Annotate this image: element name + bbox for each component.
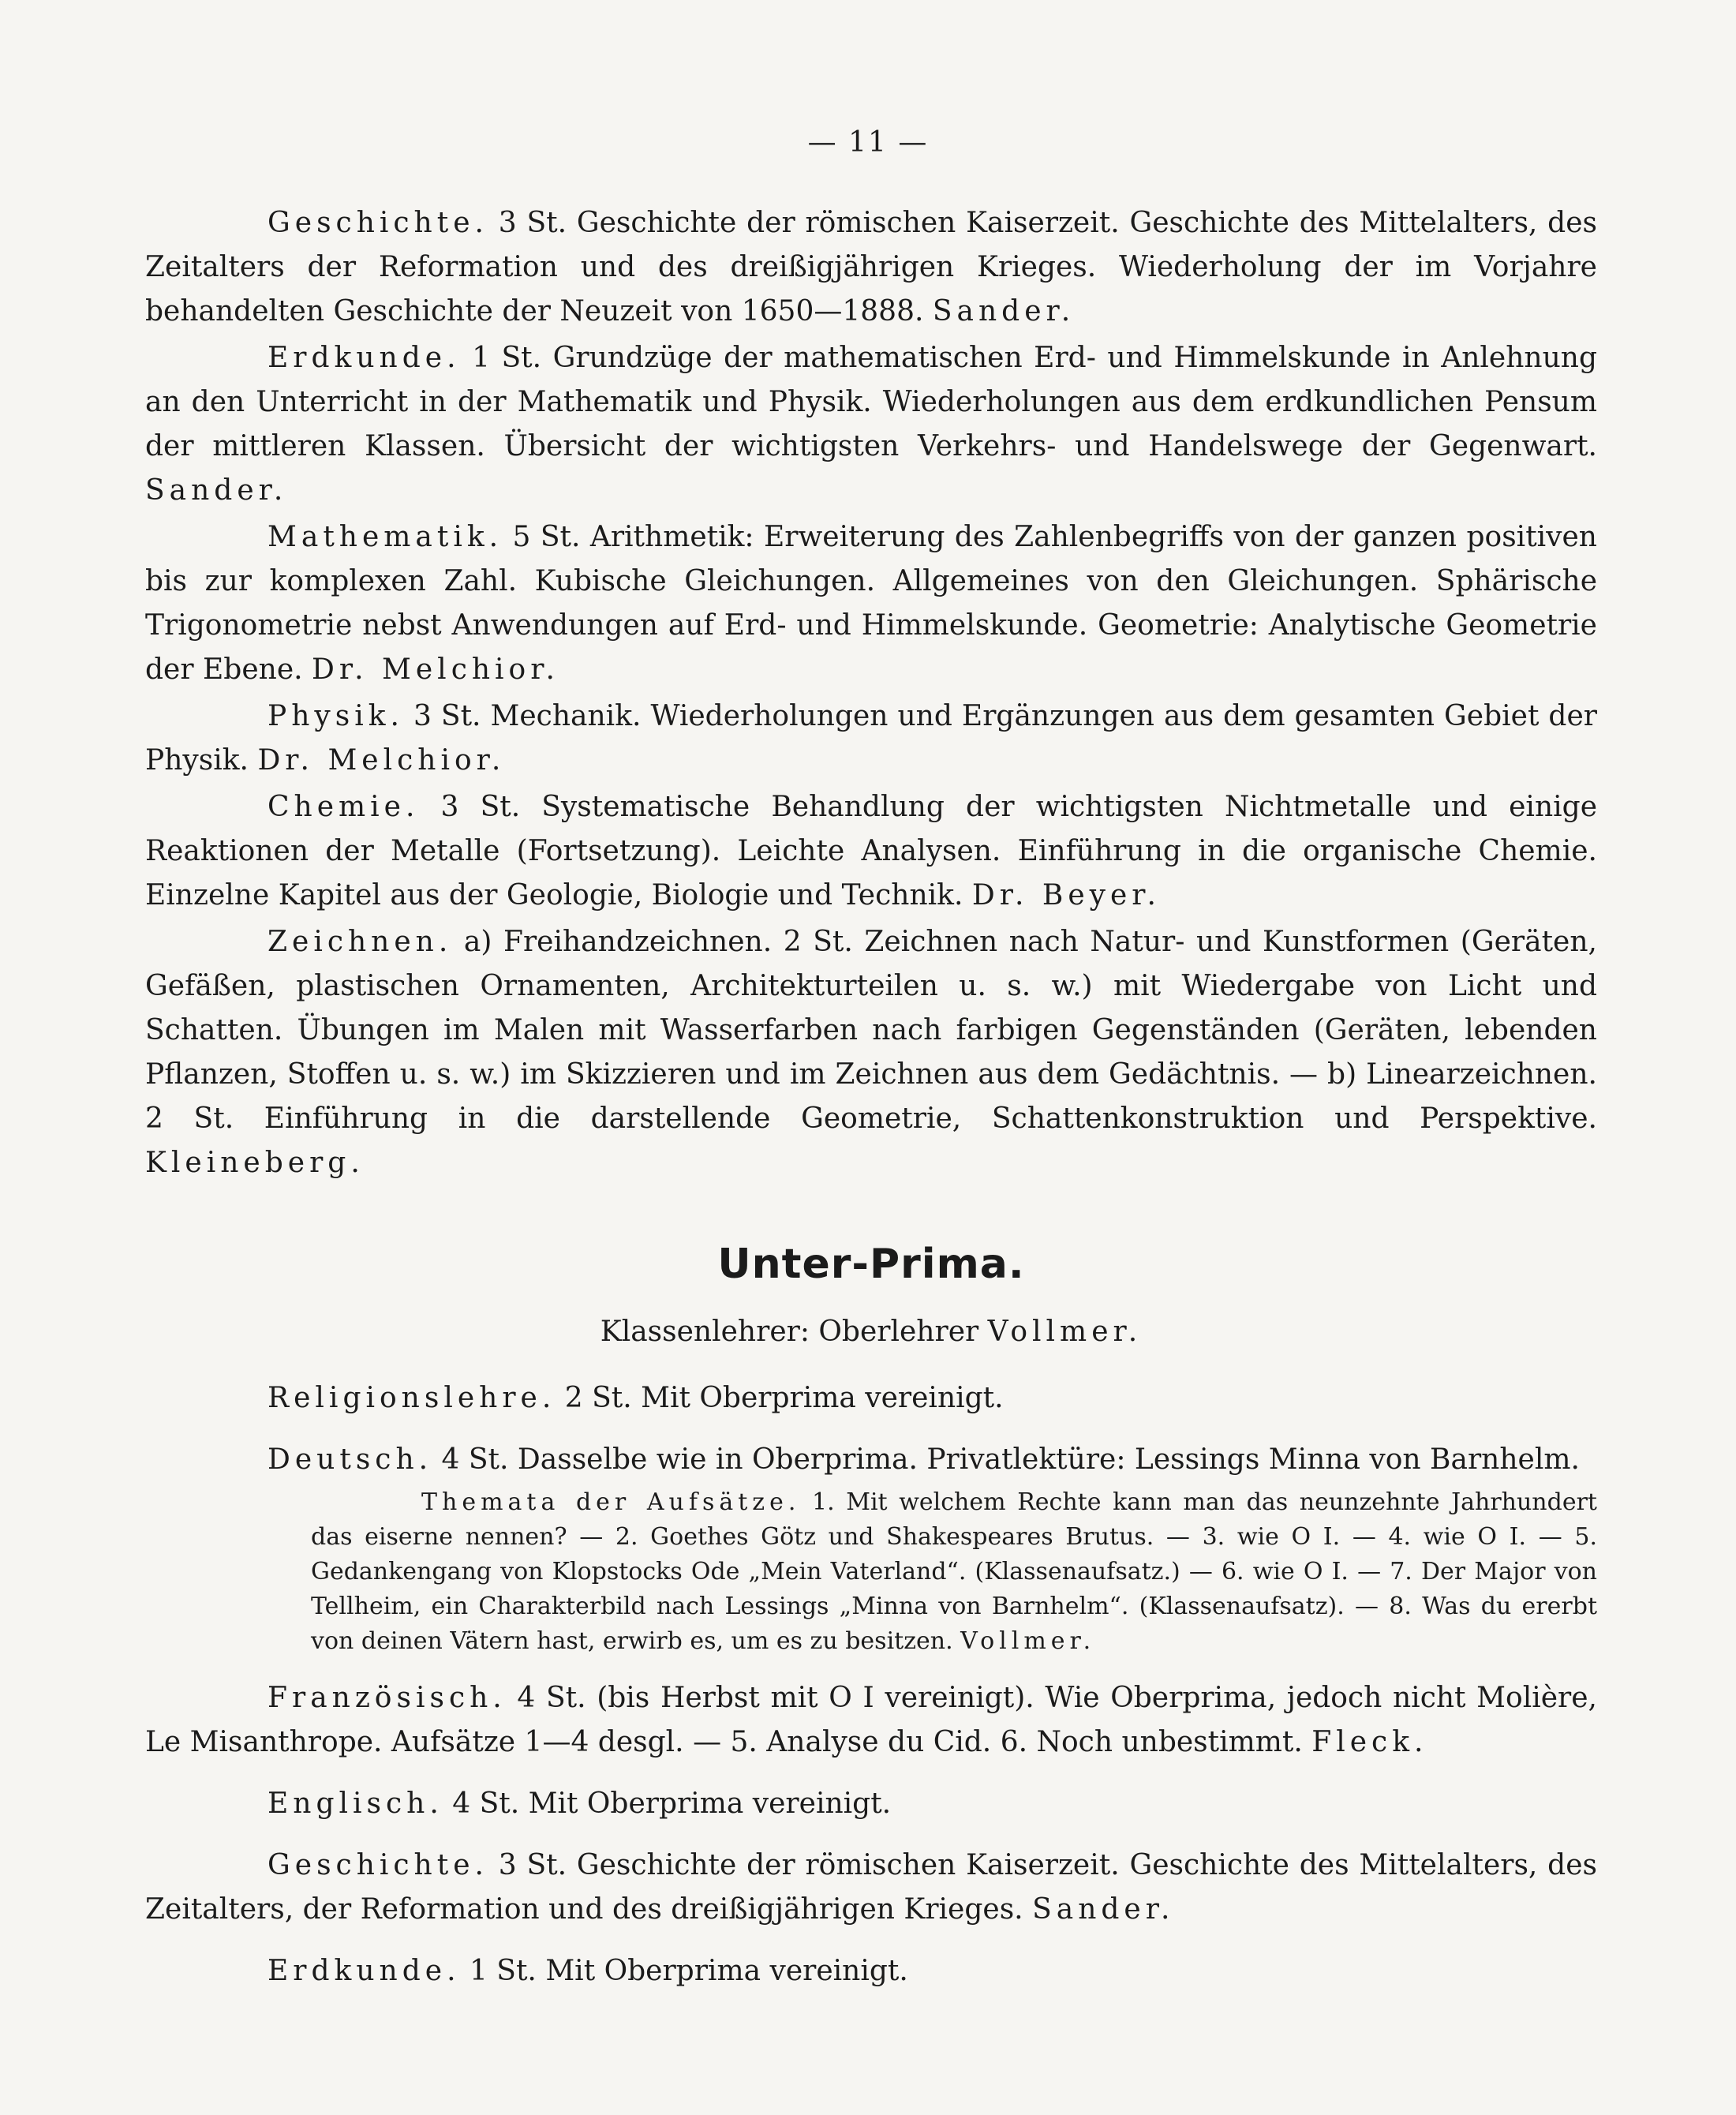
subject-paragraph [145, 1782, 1597, 1826]
subject-text: 3 St. Mechanik. Wiederholungen und Ergänzungen aus dem gesamten Gebiet der Physik. [145, 700, 1597, 777]
subject-name: Physik. [268, 700, 404, 732]
subject-paragraph [145, 694, 1597, 783]
subject-text: 4 St. (bis Herbst mit O I vereinigt). Wie Oberprima, jedoch nicht Molière, Le Misanthrope. Aufsätze 1—4 desgl. — 5. Analyse du Cid. 6. Noch unbestimmt. [145, 1682, 1597, 1758]
class-teacher-name: Vollmer. [987, 1316, 1143, 1348]
subject-text: 4 St. Mit Oberprima vereinigt. [443, 1787, 892, 1820]
subject-name: Französisch. [268, 1682, 507, 1714]
teacher-name: Dr. Melchior. [257, 744, 506, 777]
subject-paragraph [145, 515, 1597, 692]
subject-text: 2 St. Mit Oberprima vereinigt. [556, 1382, 1004, 1414]
teacher-name: Sander. [145, 474, 288, 507]
subject-text: 3 St. Geschichte der römischen Kaiserzeit. Geschichte des Mittelalters, des Zeitalters, der Reformation und des dreißigjährigen Krieges. [145, 1849, 1597, 1926]
themata-text: 1. Mit welchem Rechte kann man das neunzehnte Jahrhundert das eiserne nennen? — 2. Goethes Götz und Shakespeares Brutus. — 3. wie O I. — 4. wie O I. — 5. Gedankengang von Klopstocks Ode „Mein Vaterland“. (Klassenaufsatz.) — 6. wie O I. — 7. Der Major von Tellheim, ein Charakterbild nach Lessings „Minna von Barnhelm“. (Klassenaufsatz). — 8. Was du ererbt von deinen Vätern hast, erwirb es, um es zu besitzen. [311, 1488, 1597, 1655]
teacher-name: Dr. Melchior. [312, 653, 559, 686]
section-heading: Unter-Prima. [717, 1241, 1025, 1288]
subject-name: Mathematik. [268, 521, 503, 553]
subject-text: 1 St. Grundzüge der mathematischen Erd- und Himmelskunde in Anlehnung an den Unterricht in der Mathematik und Physik. Wiederholungen aus dem erdkundlichen Pensum der mittleren Klassen. Übersicht der wichtigsten Verkehrs- und Handelswege der Gegenwart. [145, 342, 1597, 462]
teacher-name: Sander. [932, 295, 1076, 328]
teacher-name: Kleineberg. [145, 1147, 365, 1179]
subject-name: Deutsch. [268, 1443, 433, 1476]
subject-text: 3 St. Systematische Behandlung der wichtigsten Nichtmetalle und einige Reaktionen der Metalle (Fortsetzung). Leichte Analysen. Einführung in die organische Chemie. Einzelne Kapitel aus der Geologie, Biologie und Technik. [145, 791, 1597, 912]
subject-text: 3 St. Geschichte der römischen Kaiserzeit. Geschichte des Mittelalters, des Zeitalters der Reformation und des dreißigjährigen Krieges. Wiederholung der im Vorjahre behandelten Geschichte der Neuzeit von 1650—1888. [145, 207, 1597, 328]
section-unter-prima-part1 [145, 1376, 1597, 1482]
subject-paragraph [145, 201, 1597, 334]
teacher-name: Fleck. [1311, 1726, 1428, 1758]
class-teacher-line [145, 1310, 1597, 1354]
subject-paragraph [145, 920, 1597, 1185]
class-teacher-label: Klassenlehrer: Oberlehrer [600, 1316, 988, 1348]
subject-name: Erdkunde. [268, 342, 461, 374]
subject-text: a) Freihandzeichnen. 2 St. Zeichnen nach Natur- und Kunstformen (Geräten, Gefäßen, plastischen Ornamenten, Architekturteilen u. s. w.) mit Wiedergabe von Licht und Schatten. Übungen im Malen mit Wasserfarben nach farbigen Gegenständen (Geräten, lebenden Pflanzen, Stoffen u. s. w.) im Skizzieren und im Zeichnen aus dem Gedächtnis. — b) Linearzeichnen. 2 St. Einführung in die darstellende Geometrie, Schattenkonstruktion und Perspektive. [145, 926, 1597, 1135]
subject-name: Geschichte. [268, 1849, 488, 1881]
subject-text: 5 St. Arithmetik: Erweiterung des Zahlenbegriffs von der ganzen positiven bis zur komplexen Zahl. Kubische Gleichungen. Allgemeines von den Gleichungen. Sphärische Trigonometrie nebst Anwendungen auf Erd- und Himmelskunde. Geometrie: Analytische Geometrie der Ebene. [145, 521, 1597, 686]
subject-paragraph [145, 1376, 1597, 1421]
subject-name: Religionslehre. [268, 1382, 556, 1414]
subject-name: Zeichnen. [268, 926, 453, 958]
subject-paragraph [145, 336, 1597, 513]
page-number: — 11 — [807, 126, 929, 159]
subject-paragraph [145, 1438, 1597, 1482]
subject-text: 4 St. Dasselbe wie in Oberprima. Privatlektüre: Lessings Minna von Barnhelm. [432, 1443, 1580, 1476]
subject-name: Erdkunde. [268, 1955, 461, 1987]
document-body [145, 201, 1597, 1996]
themata-block [311, 1485, 1597, 1659]
section-unter-prima-part2 [145, 1676, 1597, 1993]
teacher-name: Sander. [1032, 1893, 1175, 1926]
subject-name: Englisch. [268, 1787, 443, 1820]
subject-text: 1 St. Mit Oberprima vereinigt. [460, 1955, 908, 1987]
subject-name: Geschichte. [268, 207, 488, 239]
themata-teacher: Vollmer. [960, 1627, 1096, 1655]
subject-paragraph [145, 1676, 1597, 1765]
subject-paragraph [145, 1949, 1597, 1993]
subject-paragraph [145, 785, 1597, 918]
themata-lead: Themata der Aufsätze. [421, 1488, 801, 1516]
subject-name: Chemie. [268, 791, 420, 823]
section-ober-prima-continued [145, 201, 1597, 1185]
subject-paragraph [145, 1844, 1597, 1932]
teacher-name: Dr. Beyer. [971, 879, 1161, 912]
